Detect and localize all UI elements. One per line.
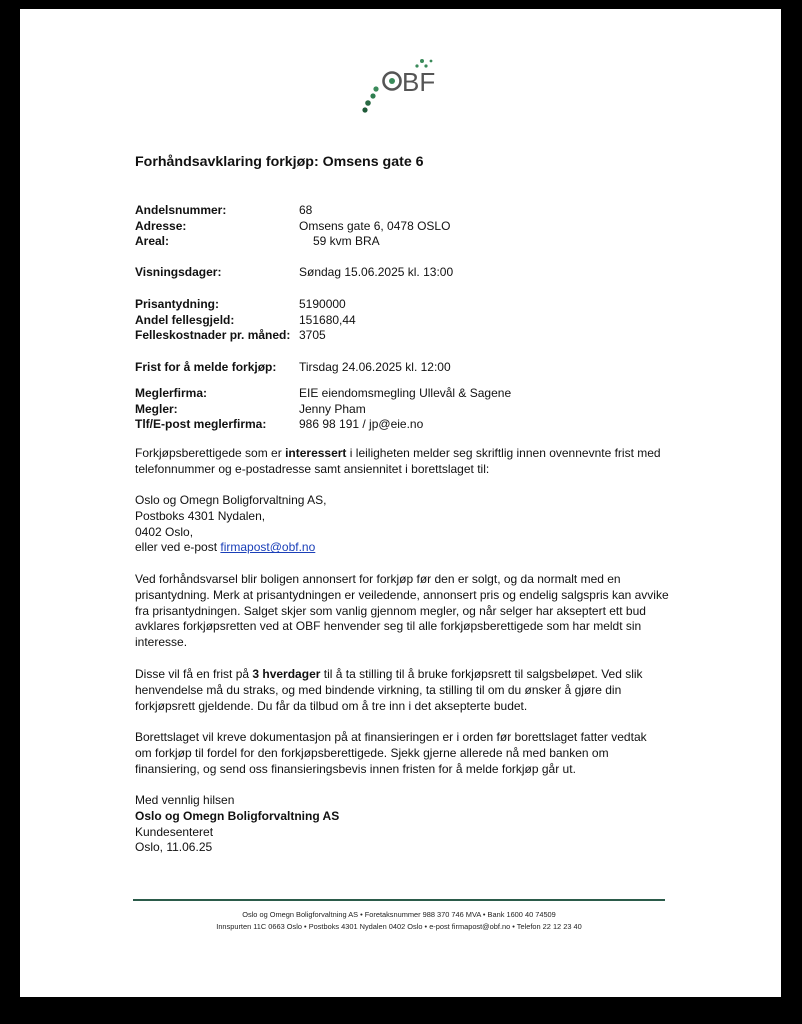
info-row (135, 328, 356, 344)
info-value: Omsens gate 6, 0478 OSLO (299, 218, 451, 233)
address-line: Postboks 4301 Nydalen, (135, 508, 266, 523)
info-value: Søndag 15.06.2025 kl. 13:00 (299, 265, 454, 279)
info-group-price (135, 297, 356, 344)
text: Disse vil få en frist på (135, 667, 253, 681)
document-page (20, 9, 781, 997)
info-value: EIE eiendomsmegling Ullevål & Sagene (299, 386, 512, 400)
info-label: Adresse: (135, 218, 187, 233)
text-line: Borettslaget vil kreve dokumentasjon på at finansieringen er i orden før borettslaget fatter vedtak (135, 730, 647, 744)
info-value: 68 (299, 203, 313, 217)
paragraph-financing (135, 730, 675, 777)
address-line: eller ved e-post (135, 540, 221, 555)
info-row (135, 265, 453, 281)
greeting: Med vennlig hilsen (135, 793, 235, 807)
info-group-deadline (135, 360, 451, 376)
info-value: 5190000 (299, 297, 346, 311)
page-title: Forhåndsavklaring forkjøp: Omsens gate 6 (135, 154, 424, 170)
info-row (135, 417, 511, 433)
info-row (135, 313, 356, 329)
info-group-viewing (135, 265, 453, 281)
info-group-unit (135, 203, 450, 250)
address-line: Oslo og Omegn Boligforvaltning AS, (135, 493, 327, 507)
info-row (135, 402, 511, 418)
footer-divider (133, 899, 665, 901)
info-value: 151680,44 (299, 312, 356, 327)
text-line: om forkjøp til fordel for den forkjøpsberettigede. Sjekk gjerne allerede nå med banken om (135, 745, 609, 760)
info-value: 986 98 191 / jp@eie.no (299, 417, 424, 432)
info-row (135, 203, 450, 219)
info-group-broker (135, 386, 511, 433)
info-label: Areal: (135, 234, 170, 249)
address-block (135, 493, 675, 556)
bold-text: interessert (285, 446, 347, 460)
bold-text: 3 hverdager (252, 667, 321, 681)
info-label: Meglerfirma: (135, 386, 208, 400)
text-line: Ved forhåndsvarsel blir boligen annonsert for forkjøp før den er solgt, og da normalt med en (135, 572, 621, 586)
text: telefonnummer og e-postadresse samt ansiennitet i borettslaget til: (135, 461, 490, 476)
info-row (135, 386, 511, 402)
info-label: Frist for å melde forkjøp: (135, 360, 277, 374)
paragraph-deadline (135, 667, 675, 714)
info-row (135, 234, 450, 250)
info-value: Jenny Pham (299, 401, 366, 416)
paragraph-presale (135, 572, 675, 651)
text: Forkjøpsberettigede som er (135, 446, 286, 460)
info-label: Prisantydning: (135, 297, 220, 311)
text-line: avklares forkjøpsretten ved at OBF henvender seg til alle forkjøpsberettigede som har meldt sin (135, 619, 642, 634)
text-line: interesse. (135, 635, 188, 650)
info-label: Visningsdager: (135, 265, 222, 279)
info-label: Felleskostnader pr. måned: (135, 328, 291, 343)
info-row (135, 219, 450, 235)
text: i leiligheten melder seg skriftlig innen ovennevnte frist med (346, 446, 661, 460)
info-row (135, 297, 356, 313)
footer-line-1: Oslo og Omegn Boligforvaltning AS • Foretaksnummer 988 370 746 MVA • Bank 1600 40 74509 (242, 910, 556, 919)
info-label: Tlf/E-post meglerfirma: (135, 417, 267, 432)
logo-letters: BF (402, 67, 436, 97)
info-label: Megler: (135, 401, 178, 416)
info-value: 3705 (299, 328, 326, 343)
text-line: fra prisantydningen. Salget skjer som vanlig gjennom megler, og når selger har akseptert ett bud (135, 603, 646, 618)
text-line: henvendelse må du straks, og med bindende virkning, ta stilling til om du ønsker å gjøre din (135, 682, 622, 697)
info-label: Andel fellesgjeld: (135, 312, 235, 327)
info-value: 59 kvm BRA (313, 234, 380, 249)
text-line: forkjøpsrett gjeldende. Du får da tilbud om å tre inn i det aksepterte budet. (135, 698, 528, 713)
text-line: prisantydning. Merk at prisantydningen er veiledende, annonsert pris og endelig salgspris kan avvike (135, 587, 669, 602)
place-date: Oslo, 11.06.25 (135, 840, 213, 855)
email-link[interactable]: firmapost@obf.no (220, 540, 316, 555)
signoff-block (135, 793, 675, 856)
info-value: Tirsdag 24.06.2025 kl. 12:00 (299, 360, 451, 374)
address-line: 0402 Oslo, (135, 524, 194, 539)
company-name: Oslo og Omegn Boligforvaltning AS (135, 808, 340, 823)
department: Kundesenteret (135, 824, 214, 839)
info-row (135, 360, 451, 376)
info-label: Andelsnummer: (135, 203, 227, 217)
obf-logo (362, 59, 442, 115)
text: til å ta stilling til å bruke forkjøpsrett til salgsbeløpet. Ved slik (320, 667, 643, 681)
paragraph-interest (135, 446, 675, 478)
footer-line-2: Innspurten 11C 0663 Oslo • Postboks 4301 Nydalen 0402 Oslo • e-post firmapost@obf.no • Telefon 22 12 23 40 (216, 922, 582, 931)
text-line: finansiering, og send oss finansieringsbevis innen fristen for å melde forkjøp går ut. (135, 761, 576, 776)
